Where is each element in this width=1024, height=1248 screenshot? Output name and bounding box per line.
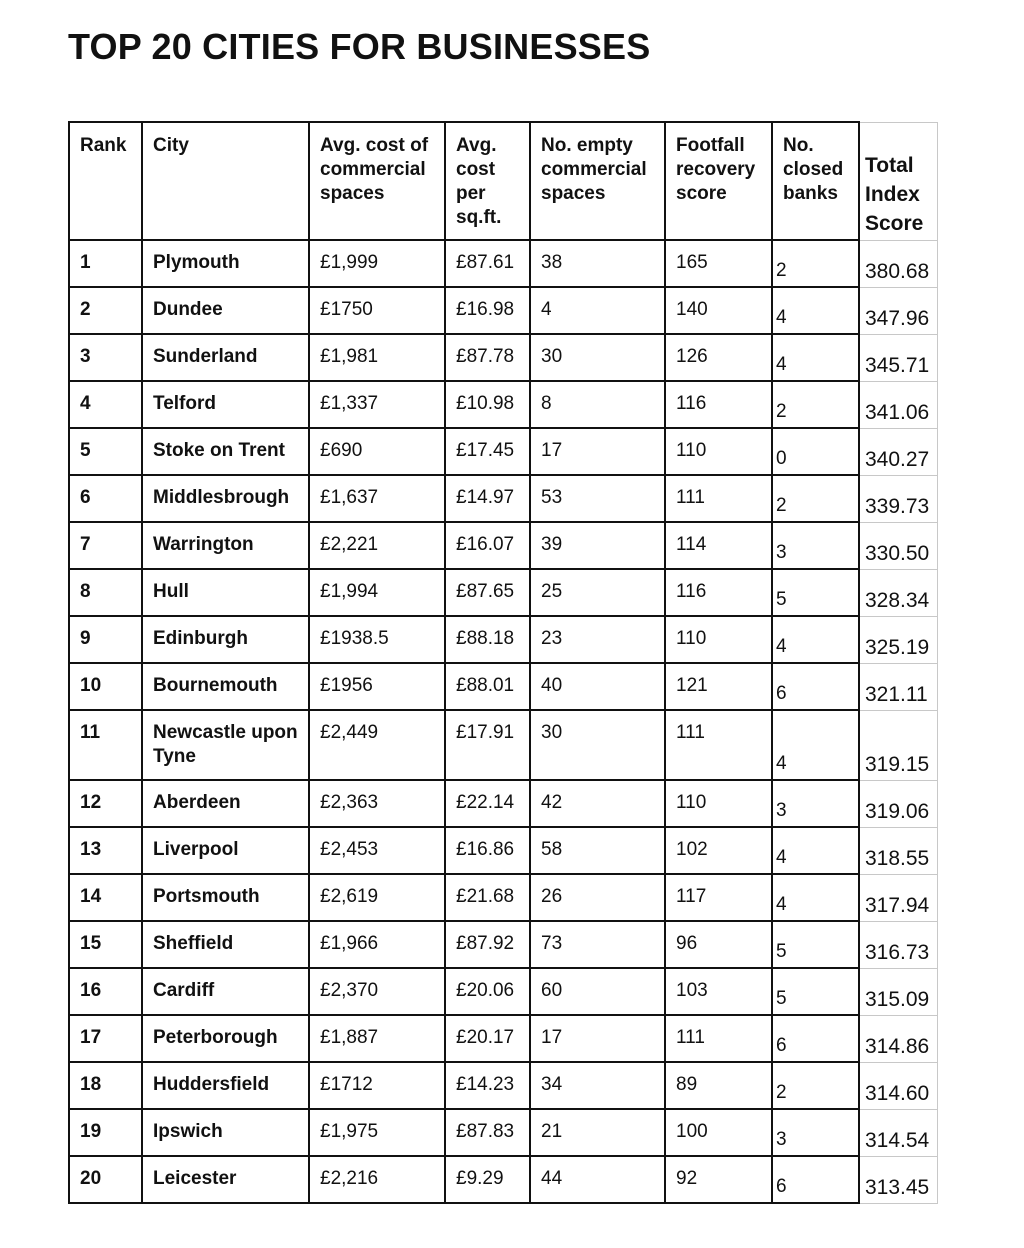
cell-avg-cost: £2,449 <box>309 710 445 780</box>
cell-closed-banks: 3 <box>772 780 859 827</box>
table-row <box>69 334 937 381</box>
cell-empty-spaces: 17 <box>530 1015 665 1062</box>
cell-city: Ipswich <box>142 1109 309 1156</box>
cell-closed-banks: 4 <box>772 874 859 921</box>
cell-closed-banks: 5 <box>772 569 859 616</box>
cell-rank: 11 <box>69 710 142 780</box>
cell-footfall: 92 <box>665 1156 772 1203</box>
cell-city: Telford <box>142 381 309 428</box>
cell-rank: 5 <box>69 428 142 475</box>
cell-empty-spaces: 26 <box>530 874 665 921</box>
cell-rank: 3 <box>69 334 142 381</box>
cell-city: Newcastle upon Tyne <box>142 710 309 780</box>
cell-footfall: 111 <box>665 710 772 780</box>
table-row <box>69 381 937 428</box>
header-empty-spaces: No. empty commercial spaces <box>530 122 665 240</box>
cell-avg-cost: £2,370 <box>309 968 445 1015</box>
cell-total-score: 316.73 <box>859 921 937 968</box>
cell-avg-cost: £1,981 <box>309 334 445 381</box>
table-row <box>69 475 937 522</box>
cell-empty-spaces: 60 <box>530 968 665 1015</box>
cell-rank: 6 <box>69 475 142 522</box>
cell-total-score: 313.45 <box>859 1156 937 1203</box>
cell-footfall: 121 <box>665 663 772 710</box>
cell-total-score: 340.27 <box>859 428 937 475</box>
table-row <box>69 522 937 569</box>
cell-avg-cost: £2,221 <box>309 522 445 569</box>
cell-city: Sheffield <box>142 921 309 968</box>
cell-empty-spaces: 34 <box>530 1062 665 1109</box>
cell-closed-banks: 5 <box>772 968 859 1015</box>
cell-avg-cost-sqft: £9.29 <box>445 1156 530 1203</box>
cell-avg-cost: £2,619 <box>309 874 445 921</box>
cell-avg-cost: £690 <box>309 428 445 475</box>
cell-rank: 1 <box>69 240 142 287</box>
cell-rank: 2 <box>69 287 142 334</box>
cell-avg-cost-sqft: £14.97 <box>445 475 530 522</box>
cell-footfall: 140 <box>665 287 772 334</box>
cell-city: Peterborough <box>142 1015 309 1062</box>
cell-empty-spaces: 21 <box>530 1109 665 1156</box>
table-row <box>69 968 937 1015</box>
cell-empty-spaces: 39 <box>530 522 665 569</box>
cell-rank: 16 <box>69 968 142 1015</box>
header-footfall: Footfall recovery score <box>665 122 772 240</box>
cell-avg-cost: £1,999 <box>309 240 445 287</box>
table-row <box>69 874 937 921</box>
cell-city: Edinburgh <box>142 616 309 663</box>
cell-total-score: 321.11 <box>859 663 937 710</box>
cell-rank: 15 <box>69 921 142 968</box>
cell-total-score: 380.68 <box>859 240 937 287</box>
cell-avg-cost-sqft: £87.92 <box>445 921 530 968</box>
cell-total-score: 317.94 <box>859 874 937 921</box>
cell-total-score: 319.15 <box>859 710 937 780</box>
cell-avg-cost: £2,363 <box>309 780 445 827</box>
cell-footfall: 100 <box>665 1109 772 1156</box>
cell-closed-banks: 4 <box>772 710 859 780</box>
header-closed-banks: No. closed banks <box>772 122 859 240</box>
table-row <box>69 1062 937 1109</box>
cell-avg-cost-sqft: £87.65 <box>445 569 530 616</box>
cell-avg-cost: £1,637 <box>309 475 445 522</box>
cell-rank: 20 <box>69 1156 142 1203</box>
cell-rank: 9 <box>69 616 142 663</box>
cell-footfall: 110 <box>665 780 772 827</box>
cell-closed-banks: 4 <box>772 616 859 663</box>
cell-closed-banks: 6 <box>772 663 859 710</box>
header-city: City <box>142 122 309 240</box>
table-row <box>69 240 937 287</box>
cell-total-score: 328.34 <box>859 569 937 616</box>
header-row <box>69 122 937 240</box>
table-row <box>69 921 937 968</box>
cell-avg-cost: £1938.5 <box>309 616 445 663</box>
cell-footfall: 116 <box>665 381 772 428</box>
cell-avg-cost-sqft: £87.78 <box>445 334 530 381</box>
cell-total-score: 345.71 <box>859 334 937 381</box>
cell-closed-banks: 4 <box>772 287 859 334</box>
cell-avg-cost: £1,337 <box>309 381 445 428</box>
cell-total-score: 341.06 <box>859 381 937 428</box>
cell-rank: 18 <box>69 1062 142 1109</box>
table-row <box>69 780 937 827</box>
table-body <box>69 240 937 1203</box>
cell-city: Leicester <box>142 1156 309 1203</box>
cell-footfall: 114 <box>665 522 772 569</box>
cell-empty-spaces: 4 <box>530 287 665 334</box>
cell-avg-cost-sqft: £16.98 <box>445 287 530 334</box>
cell-avg-cost: £1,994 <box>309 569 445 616</box>
header-avg-cost-sqft: Avg. cost per sq.ft. <box>445 122 530 240</box>
cell-total-score: 339.73 <box>859 475 937 522</box>
cell-closed-banks: 3 <box>772 522 859 569</box>
table-row <box>69 1156 937 1203</box>
cell-total-score: 347.96 <box>859 287 937 334</box>
cell-closed-banks: 2 <box>772 381 859 428</box>
cell-avg-cost-sqft: £88.01 <box>445 663 530 710</box>
cell-rank: 14 <box>69 874 142 921</box>
cell-closed-banks: 2 <box>772 240 859 287</box>
cell-avg-cost-sqft: £87.61 <box>445 240 530 287</box>
cell-avg-cost-sqft: £20.06 <box>445 968 530 1015</box>
header-total-score: Total Index Score <box>859 122 937 240</box>
cell-rank: 7 <box>69 522 142 569</box>
cell-avg-cost-sqft: £14.23 <box>445 1062 530 1109</box>
cell-avg-cost-sqft: £87.83 <box>445 1109 530 1156</box>
cell-empty-spaces: 30 <box>530 710 665 780</box>
cell-city: Bournemouth <box>142 663 309 710</box>
cell-avg-cost-sqft: £10.98 <box>445 381 530 428</box>
cell-city: Plymouth <box>142 240 309 287</box>
cell-empty-spaces: 23 <box>530 616 665 663</box>
table-row <box>69 1015 937 1062</box>
cell-total-score: 318.55 <box>859 827 937 874</box>
page-title: TOP 20 CITIES FOR BUSINESSES <box>68 26 651 67</box>
cell-total-score: 314.54 <box>859 1109 937 1156</box>
cell-total-score: 314.60 <box>859 1062 937 1109</box>
cell-footfall: 116 <box>665 569 772 616</box>
cell-total-score: 325.19 <box>859 616 937 663</box>
cities-table <box>68 121 938 1204</box>
cell-empty-spaces: 42 <box>530 780 665 827</box>
cell-city: Middlesbrough <box>142 475 309 522</box>
cell-closed-banks: 3 <box>772 1109 859 1156</box>
cell-rank: 19 <box>69 1109 142 1156</box>
cell-empty-spaces: 38 <box>530 240 665 287</box>
cell-closed-banks: 2 <box>772 1062 859 1109</box>
cell-empty-spaces: 40 <box>530 663 665 710</box>
cell-city: Huddersfield <box>142 1062 309 1109</box>
cell-total-score: 314.86 <box>859 1015 937 1062</box>
cell-closed-banks: 6 <box>772 1015 859 1062</box>
cell-closed-banks: 4 <box>772 827 859 874</box>
cell-footfall: 126 <box>665 334 772 381</box>
cell-footfall: 103 <box>665 968 772 1015</box>
cell-footfall: 110 <box>665 616 772 663</box>
cell-empty-spaces: 53 <box>530 475 665 522</box>
cell-avg-cost-sqft: £17.91 <box>445 710 530 780</box>
cell-footfall: 96 <box>665 921 772 968</box>
cell-city: Warrington <box>142 522 309 569</box>
cell-empty-spaces: 25 <box>530 569 665 616</box>
cell-rank: 17 <box>69 1015 142 1062</box>
cell-footfall: 111 <box>665 475 772 522</box>
cell-closed-banks: 5 <box>772 921 859 968</box>
cell-avg-cost: £1750 <box>309 287 445 334</box>
cell-total-score: 319.06 <box>859 780 937 827</box>
cell-avg-cost: £1,887 <box>309 1015 445 1062</box>
cell-rank: 4 <box>69 381 142 428</box>
cell-city: Cardiff <box>142 968 309 1015</box>
header-rank: Rank <box>69 122 142 240</box>
cell-avg-cost: £2,216 <box>309 1156 445 1203</box>
cell-empty-spaces: 30 <box>530 334 665 381</box>
cell-rank: 12 <box>69 780 142 827</box>
table-row <box>69 616 937 663</box>
cell-rank: 10 <box>69 663 142 710</box>
cell-total-score: 315.09 <box>859 968 937 1015</box>
table-row <box>69 428 937 475</box>
cell-closed-banks: 2 <box>772 475 859 522</box>
cell-footfall: 102 <box>665 827 772 874</box>
cell-rank: 13 <box>69 827 142 874</box>
cell-empty-spaces: 8 <box>530 381 665 428</box>
table-row <box>69 569 937 616</box>
cell-rank: 8 <box>69 569 142 616</box>
cell-avg-cost-sqft: £88.18 <box>445 616 530 663</box>
cell-closed-banks: 0 <box>772 428 859 475</box>
cell-avg-cost-sqft: £21.68 <box>445 874 530 921</box>
cell-avg-cost: £1,975 <box>309 1109 445 1156</box>
cell-footfall: 165 <box>665 240 772 287</box>
cell-avg-cost-sqft: £16.86 <box>445 827 530 874</box>
cell-closed-banks: 4 <box>772 334 859 381</box>
cell-city: Stoke on Trent <box>142 428 309 475</box>
cell-empty-spaces: 17 <box>530 428 665 475</box>
table-row <box>69 287 937 334</box>
cell-city: Liverpool <box>142 827 309 874</box>
cell-closed-banks: 6 <box>772 1156 859 1203</box>
cell-city: Portsmouth <box>142 874 309 921</box>
cell-avg-cost: £2,453 <box>309 827 445 874</box>
table-row <box>69 827 937 874</box>
cell-avg-cost: £1712 <box>309 1062 445 1109</box>
cell-avg-cost-sqft: £16.07 <box>445 522 530 569</box>
cell-avg-cost-sqft: £17.45 <box>445 428 530 475</box>
table-row <box>69 663 937 710</box>
cell-avg-cost: £1956 <box>309 663 445 710</box>
cell-footfall: 111 <box>665 1015 772 1062</box>
cell-avg-cost-sqft: £20.17 <box>445 1015 530 1062</box>
table-row <box>69 1109 937 1156</box>
cell-footfall: 89 <box>665 1062 772 1109</box>
cell-total-score: 330.50 <box>859 522 937 569</box>
header-avg-cost: Avg. cost of commercial spaces <box>309 122 445 240</box>
cell-empty-spaces: 58 <box>530 827 665 874</box>
cell-empty-spaces: 44 <box>530 1156 665 1203</box>
cell-city: Hull <box>142 569 309 616</box>
cell-avg-cost-sqft: £22.14 <box>445 780 530 827</box>
cell-empty-spaces: 73 <box>530 921 665 968</box>
cell-avg-cost: £1,966 <box>309 921 445 968</box>
cell-city: Aberdeen <box>142 780 309 827</box>
cell-footfall: 110 <box>665 428 772 475</box>
cell-footfall: 117 <box>665 874 772 921</box>
table-row <box>69 710 937 780</box>
cell-city: Sunderland <box>142 334 309 381</box>
cell-city: Dundee <box>142 287 309 334</box>
